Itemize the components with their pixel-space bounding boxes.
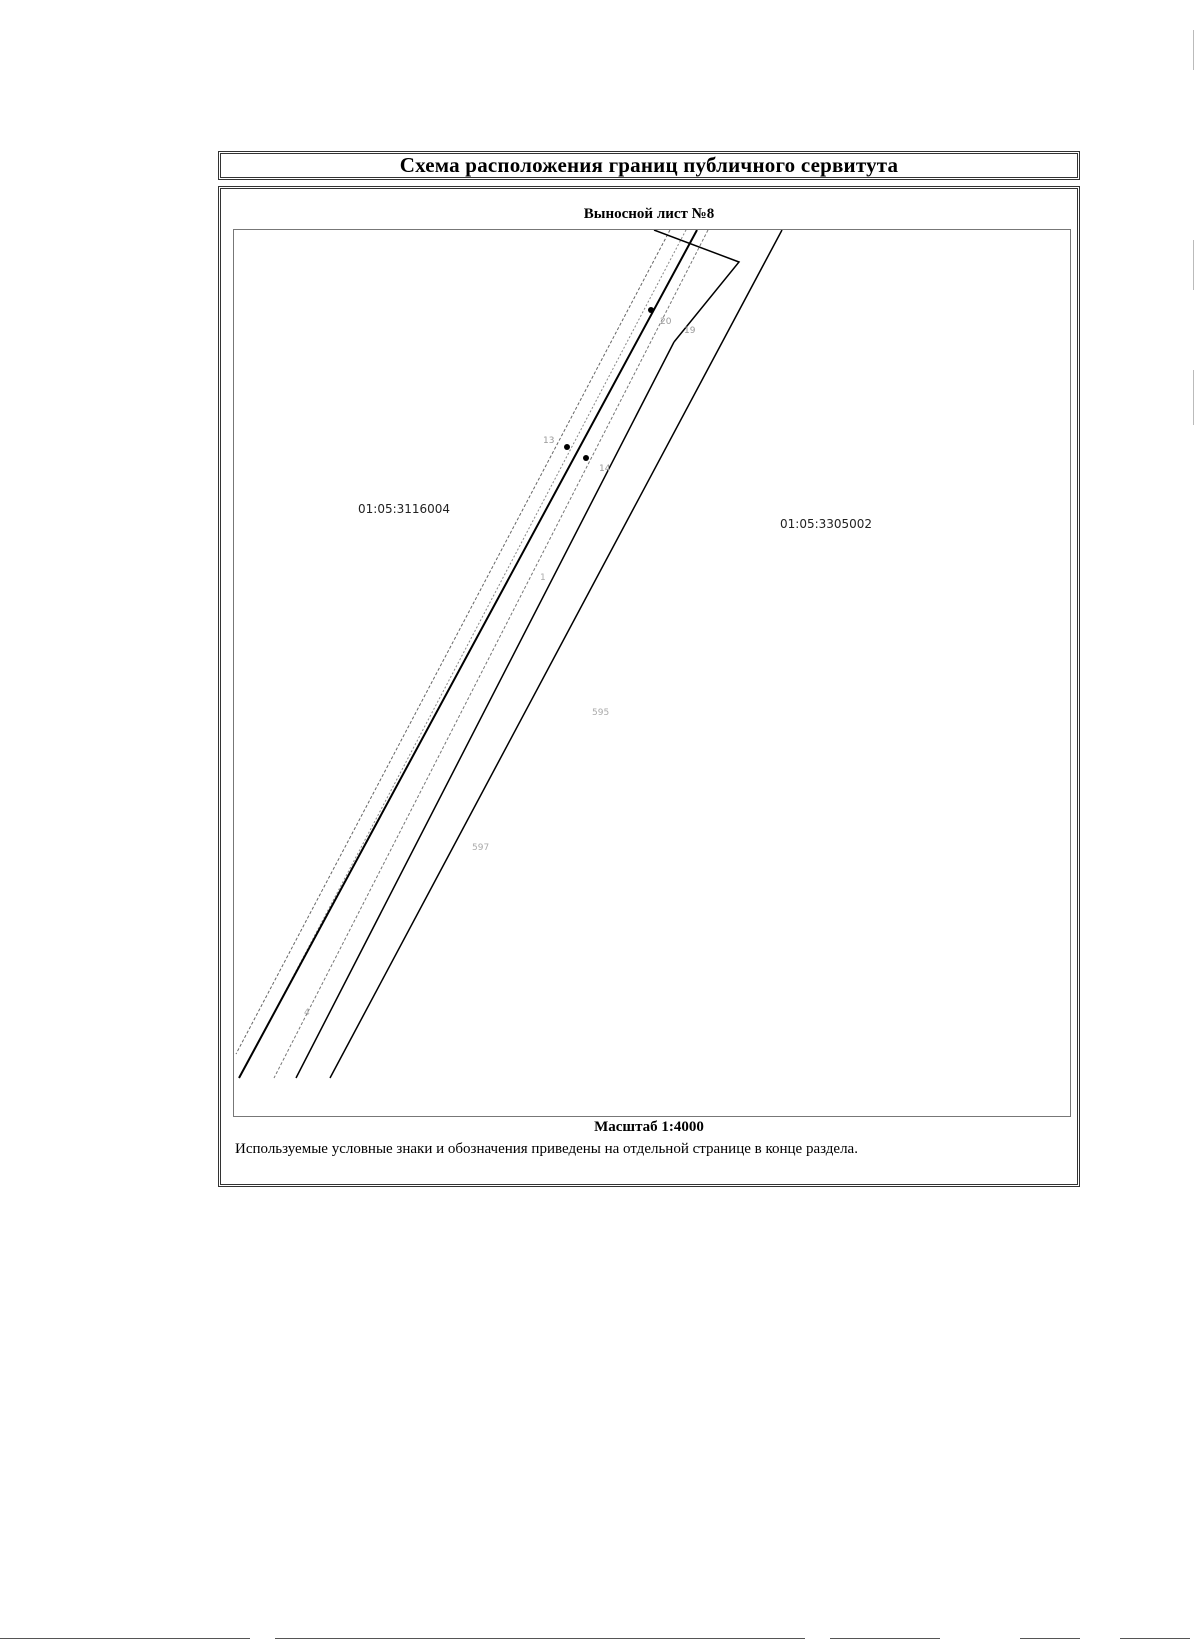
footer-rule [275, 1638, 805, 1639]
boundary-point-marker [583, 455, 589, 461]
footer-rule [830, 1638, 940, 1639]
point-label-19: 19 [684, 326, 696, 336]
corridor-right-boundary [296, 342, 674, 1078]
cadastral-quarter-right: 01:05:3305002 [780, 517, 873, 531]
point-label-13: 13 [543, 436, 555, 446]
footer-rule [1020, 1638, 1080, 1639]
zone-label: 1 [540, 573, 546, 583]
map-scale: Масштаб 1:4000 [594, 1119, 704, 1135]
servitude-scheme-map [234, 230, 1071, 1117]
cadastral-quarter-left: 01:05:3116004 [358, 502, 451, 516]
zone-label: 595 [592, 708, 610, 718]
legend-note: Используемые условные знаки и обозначения приведены на отдельной странице в конце раздела. [235, 1141, 858, 1157]
zone-label: 4 [304, 1008, 310, 1018]
map-frame [233, 229, 1071, 1117]
sheet-title: Выносной лист №8 [583, 206, 715, 222]
scan-edge-mark [1193, 240, 1194, 290]
servitude-boundary-inner-right [274, 230, 708, 1078]
footer-rule [0, 1638, 250, 1639]
point-label-14: 14 [599, 464, 611, 474]
page-title: Схема расположения границ публичного сервитута [399, 153, 899, 177]
scan-edge-mark [1193, 30, 1194, 70]
parcel-right-boundary [330, 230, 782, 1078]
scan-edge-mark [1193, 370, 1194, 425]
servitude-boundary-inner-left [246, 230, 686, 1066]
document-header [218, 151, 1080, 180]
boundary-point-marker [648, 307, 654, 313]
zone-label: 597 [472, 843, 490, 853]
servitude-boundary-outer-left [236, 230, 670, 1054]
pipeline-axis-line [239, 230, 697, 1078]
point-label-20: 20 [660, 317, 672, 327]
boundary-point-marker [564, 444, 570, 450]
map-sheet [218, 186, 1080, 1187]
footer-rule [1120, 1638, 1190, 1639]
